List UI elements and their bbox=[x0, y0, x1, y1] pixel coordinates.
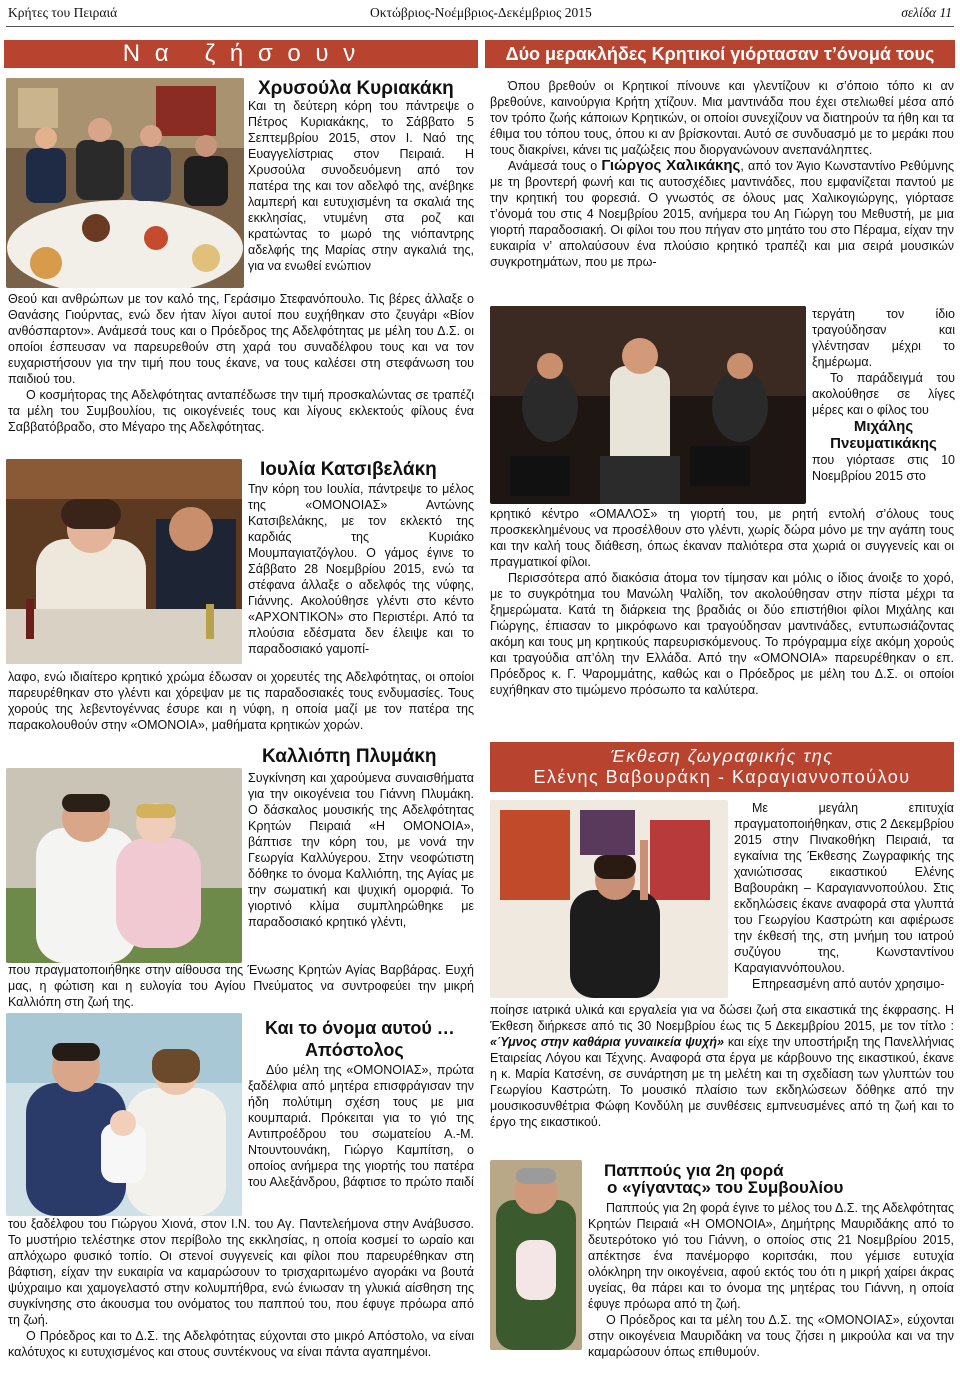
article-title: Παππούς για 2η φορά bbox=[604, 1161, 784, 1180]
photo-singer-performance bbox=[490, 306, 806, 504]
paragraph: ποίησε ιατρικά υλικά και εργαλεία για να δώσει ζωή στα εικαστικά της έκφρασης. Η Έκθεση διήρκεσε από τις 30 Νοεμβρίου έως τις 5 Δεκεμβρίου 2015, με τον τίτλο : «Ύμνος στην καθάρια γυναικεία ψυχή» και είχε την υποστήριξη της Πανελλήνιας Εταιρείας Λόγου και Τέχνης. Αναφορά στα έργα με κάρβουνο της εικαστικού, έκανε η κ. Μαρία Κατσένη, σε συνάρτηση με τη μελέτη και τη σχεδίαση των γλυπτών του Γεωργίου Καστρώτη. Το μουσικό πλαίσιο των εκδηλώσεων δόθηκε από την μουσικοσυνθέτρια Φώφη Κονδύλη με συνθέσεις εμπνευσμένες από τη ζωή και το έργο της εικαστικού. bbox=[490, 1003, 954, 1129]
photo-godfather-baby bbox=[6, 1013, 242, 1216]
paragraph: Δύο μέλη της «ΟΜΟΝΟΙΑΣ», πρώτα ξαδέλφια από μητέρα επισφράγισαν την ήδη πολύτιμη σχέση τους με μια κουμπαριά. Πρόκειται για το γιό της Αντιπροέδρου του σωματείου Α.-Μ. Ντουντουνάκη, Γιώργο Καμπίτση, ο οποίος ανήμερα της γιορτής του πατέρα του Αλεξάνδρου, βάφτισε το πρώτο παιδί bbox=[248, 1063, 474, 1189]
paragraph: Περισσότερα από διακόσια άτομα τον τίμησαν και μόλις ο ίδιος άνοιξε το χορό, με το συγκρότημα του Μανώλη Ψαλίδη, τον ακολούθησαν στην πίστα μέχρι τα ξημερώματα. Κατά τη διάρκεια της βραδιάς οι δύο επιστήθιοι φίλοι Μιχάλης και Γιώργης, έπιασαν το μικρόφωνο και τραγούδησαν μαντινάδες, εντυπωσιάζοντας ακόμη και τους μη κρητικούς παρευρισκόμενους. Το πρόγραμμα είχε ακόμη χορούς και τραγούδια απ’όλη την Ελλάδα. Από την «ΟΜΟΝΟΙΑ» παρευρέθηκαν ο επ. Πρόεδρος κ. Γ. Ψαρομμάτης, καθώς και ο Πρόεδρος με μέλη του Δ.Σ. οι οποίοι ευχήθηκαν στο τιμώμενο πρόσωπο τα καλύτερα. bbox=[490, 571, 954, 697]
section-title-right: Δύο μερακλήδες Κρητικοί γιόρτασαν τ’όνομά τους bbox=[505, 43, 935, 64]
article-text-continued bbox=[8, 669, 474, 733]
article-title: Ιουλία Κατσιβελάκη bbox=[260, 459, 437, 480]
header-rule bbox=[6, 26, 954, 27]
article-text-continued bbox=[8, 962, 474, 1010]
article-text bbox=[248, 481, 474, 657]
photo-grandfather-baby bbox=[490, 1160, 582, 1350]
section-banner-left bbox=[4, 40, 478, 68]
article-text bbox=[248, 98, 474, 274]
section-banner-right bbox=[485, 40, 955, 68]
article-text-continued bbox=[8, 291, 474, 435]
article-text-continued bbox=[8, 1216, 474, 1360]
paragraph: λαφο, ενώ ιδιαίτερο κρητικό χρώμα έδωσαν οι χορευτές της Αδελφότητας, οι οποίοι παρευρέθηκαν στο γλέντι και χόρεψαν με τις παραδοσιακές τους ενδυμασίες. Τους χορούς της λεβεντογέννας έσυρε και η νύφη, η οποία μαζί με τον πατέρα της παρακολουθούν στην «ΟΜΟΝΟΙΑ», μαθήματα κρητικών χορών. bbox=[8, 670, 474, 732]
exhibition-title-line2: Ελένης Βαβουράκη - Καραγιαννοπούλου bbox=[533, 767, 911, 787]
article-title-line2: ο «γίγαντας» του Συμβουλίου bbox=[607, 1178, 844, 1197]
paragraph: του ξαδέλφου του Γιώργου Χιονά, στον Ι.Ν. του Αγ. Παντελεήμονα στην Ανάβυσσο. Το μυστήριο τελέστηκε στον περίβολο της εκκλησίας, η οποία κοσμεί το ωραίο και απλόχωρο φυσικό τοπίο. Οι στενοί συγγενείς και φίλοι που παρευρέθηκαν στη βάφτιση, είχαν την ευκαιρία να καμαρώσουν το τρισχαριτωμένο αγοράκι να βουτά ψύχραιμο και χαμογελαστό στην κολυμπήθρα, ενώ ένιωσαν τη γλυκιά αίσθηση της συγκίνησης στο άκουσμα του ονόματος του παππού του, που έφυγε πρόωρα από τη ζωή. bbox=[8, 1217, 474, 1327]
photo-baptism-father-daughter bbox=[6, 768, 242, 963]
paragraph: Ο Πρόεδρος και το Δ.Σ. της Αδελφότητας εύχονται στο μικρό Απόστολο, να είναι καλότυχος κι ευτυχισμένος και στους συντέκνους να είναι πάντα αγαπημένοι. bbox=[8, 1329, 474, 1359]
article-title-line2: Απόστολος bbox=[305, 1040, 404, 1060]
paragraph: που γιόρτασε στις 10 Νοεμβρίου 2015 στο bbox=[812, 453, 955, 483]
paragraph: Και τη δεύτερη κόρη του πάντρεψε ο Πέτρος Κυριακάκης, το Σάββατο 5 Σεπτεμβρίου 2015, στον Ι. Ναό της Ευαγγελίστριας στον Πειραιά. Η Χρυσούλα συνοδευόμενη από τον πατέρα της και τον αδελφό της, ανέβηκε λαμπερή και ευτυχισμένη τα σκαλιά της εκκλησίας, ντυμένη στα ροζ και κρατώντας το μωρό της νιόπαντρης αδελφής της Μαρίας στην αγκαλιά της, για να ενωθεί ενώπιον bbox=[248, 99, 474, 273]
paragraph: Ανάμεσά τους ο Γιώργος Χαλικάκης, από τον Άγιο Κωνσταντίνο Ρεθύμνης με τη βροντερή φωνή και τις αυτοσχέδιες μαντινάδες, που εμφανίζεται παντού με την κρητική του φορεσιά. Ο γνωστός σε όλους μας Χαλικογιώργης, γιόρτασε τ’όνομά του στις 4 Νοεμβρίου 2015, ανήμερα του Αη Γιώργη του Μεθυστή, με μια γιορτή παραδοσιακή. Οι φίλοι του που πήγαν στο μητάτο του στο Πέραμα, είχαν την ευκαιρία ν’ απολαύσουν ένα πλούσιο κρητικό τραπέζι και μια σειρά μουσικών συγκροτημάτων, που με πρω- bbox=[490, 157, 955, 269]
person-name: Γιώργος Χαλικάκης bbox=[601, 157, 741, 174]
paragraph: Παππούς για 2η φορά έγινε το μέλος του Δ.Σ. της Αδελφότητας Κρητών Πειραιά «Η ΟΜΟΝΟΙΑ», Δημήτρης Μαυριδάκης από το δευτερότοκο γιό του Γιάννη, ο οποίος στις 21 Νοεμβρίου 2015, απέκτησε ένα πανέμορφο κοριτσάκι, που γέμισε ευτυχία ολόκληρη την οικογένεια, αφού εκτός του ότι η μικρή χαίρει άκρας υγείας, θα πάρει και το όνομα της μητέρας του Γιάννη, η οποία έφυγε πρόωρα από τη ζωή. bbox=[588, 1201, 954, 1311]
paragraph: Ο Πρόεδρος και τα μέλη του Δ.Σ. της «ΟΜΟΝΟΙΑΣ», εύχονται στην οικογένεια Μαυριδάκη να τους ζήσει η μικρούλα και να την καμαρώσουν όπως επιθυμούν. bbox=[588, 1313, 954, 1359]
paragraph: Το παράδειγμά του ακολούθησε σε λίγες μέρες και ο φίλος του bbox=[812, 371, 955, 417]
exhibition-title: «Ύμνος στην καθάρια γυναικεία ψυχή» bbox=[490, 1035, 724, 1049]
page-header bbox=[0, 0, 960, 26]
photo-wedding-family bbox=[6, 78, 244, 288]
article-text-continued bbox=[490, 1002, 954, 1130]
paragraph: Την κόρη του Ιουλία, πάντρεψε το μέλος της «ΟΜΟΝΟΙΑΣ» Αντώνης Κατσιβελάκης, με τον εκλεκτό της καρδιάς της Κυριάκο Μουμπαγιατζόγλου. Ο γάμος έγινε το Σάββατο 28 Νοεμβρίου 2015, ενώ τα στέφανα άλλαξε ο αδελφός της νύφης, Γιάννης. Ακολούθησε γλέντι στο κέντο «ΑΡΧΟΝΤΙΚΟΝ» στο Περιστέρι. Από τα πλούσια εδέσματα δεν έλειψε και το παραδοσιακό γαμοπί- bbox=[248, 482, 474, 656]
issue-date: Οκτώβριος-Νοέμβριος-Δεκέμβριος 2015 bbox=[370, 5, 592, 20]
article-text bbox=[490, 78, 954, 270]
article-title: Χρυσούλα Κυριακάκη bbox=[258, 78, 454, 99]
person-name: Μιχάλης Πνευματικάκης bbox=[830, 418, 937, 452]
paragraph: Συγκίνηση και χαρούμενα συναισθήματα για την οικογένεια του Γιάννη Πλυμάκη. Ο δάσκαλος μουσικής της Αδελφότητας Κρητών Πειραιά «Η ΟΜΟΝΟΙΑ», βάπτισε την κόρη του, με νονά την Γεωργία Καλλύγερου. Στην νεοφώτιστη δόθηκε το όνομα Καλλιόπη, της Αγίας με την σωματική και ψυχική ομορφιά. Το γιορτινό κλίμα συμπληρώθηκε με παραδοσιακό κρητικό γλέντι, bbox=[248, 771, 474, 929]
photo-painter-exhibition bbox=[490, 800, 728, 998]
section-title-left: Ν α ζ ή σ ο υ ν bbox=[122, 40, 360, 67]
article-title: Καλλιόπη Πλυμάκη bbox=[262, 746, 437, 767]
exhibition-title-line1: Έκθεση ζωγραφικής της bbox=[610, 746, 834, 766]
article-text bbox=[734, 800, 954, 992]
article-side-text bbox=[812, 306, 955, 484]
page-number: σελίδα 11 bbox=[901, 5, 952, 20]
paragraph: Όπου βρεθούν οι Κρητικοί πίνουνε και γλεντίζουν κι σ’όποιο τόπο κι αν βρεθούνε, καινούργια Κρήτη χτίζουν. Μια μαντινάδα που έχει στελιωθεί μέσα από τον τρόπο ζωής κάποιων Κρητικών, οι οποίοι συνεχίζουν να διατηρούν τα ήθη και τα έθιμα του τόπου τους, όπου κι αν βρίσκονται. Αυτό σε συνδυασμό με το μεράκι που τους διακρίνει, κάνει τις μαζώξεις που διοργανώνουν ανεπανάληπτες. bbox=[490, 79, 954, 157]
article-title: Και το όνομα αυτού … bbox=[265, 1018, 455, 1038]
paragraph: τεργάτη τον ίδιο τραγούδησαν και γλέντησαν μέχρι το ξημέρωμα. bbox=[812, 307, 955, 369]
paragraph: Επηρεασμένη από αυτόν χρησιμο- bbox=[752, 977, 945, 991]
paragraph: Θεού και ανθρώπων με τον καλό της, Γεράσιμο Στεφανόπουλο. Τις βέρες άλλαξε ο Θανάσης Γιούρντας, ενώ δεν ήταν λίγοι αυτοί που ευχήθηκαν στο ζευγάρι «Βίον ανθόσπαρτον». Ανάμεσά τους και ο Πρόεδρος της Αδελφότητας με μέλη του Δ.Σ. οι οποίοι έσπευσαν να παρευρεθούν στη χαρά του συναδέλφου τους και να τον ευχαριστήσουν για την τιμή που τους έκανε, να τους καλέσει στη στεφάνωση του παιδιού του. bbox=[8, 292, 474, 386]
article-text-continued bbox=[490, 506, 954, 698]
article-text bbox=[248, 1062, 474, 1190]
paragraph: Ο κοσμήτορας της Αδελφότητας ανταπέδωσε την τιμή προσκαλώντας σε τραπέζι τα μέλη του Συμβουλίου, τις οικογένειές τους και λίγους εκλεκτούς φίλους ένα Σαββατόβραδο, στο Μέγαρο της Αδελφότητας. bbox=[8, 388, 474, 434]
exhibition-banner bbox=[490, 742, 954, 792]
paragraph: που πραγματοποιήθηκε στην αίθουσα της Ένωσης Κρητών Αγίας Βαρβάρας. Ευχή μας, η φώτιση και η ευλογία του Αγίου Πνεύματος να συντροφεύει την μικρή Καλλιόπη στη ζωή της. bbox=[8, 963, 474, 1009]
newspaper-name: Κρήτες του Πειραιά bbox=[8, 5, 118, 20]
paragraph: Με μεγάλη επιτυχία πραγματοποιήθηκαν, στις 2 Δεκεμβρίου 2015 στην Πινακοθήκη Πειραιά, τα εγκαίνια της Έκθεσης Ζωγραφικής της χανιώτισσας εικαστικού Ελένης Βαβουράκη – Καραγιαννοπούλου. Στις εκδηλώσεις έκανε αναφορά στα γλυπτά του Γεωργίου Καστρώτη και αφιέρωσε την έκθεσή της, στη μνήμη του ιατρού συζύγου της, Κωνσταντίνου Καραγιαννόπουλου. bbox=[734, 801, 954, 975]
article-text bbox=[588, 1200, 954, 1360]
photo-wedding-couple bbox=[6, 459, 242, 664]
paragraph: κρητικό κέντρο «ΟΜΑΛΟΣ» τη γιορτή του, με ρητή εντολή σ’όλους τους προσκεκλημένους να προσέλθουν στο γλέντι, χωρίς δώρα μόνο με την αγάπη τους και την καλή τους διάθεση, όπως έκαναν παλιότερα στα χωριά οι συγγενείς και οι πραγματικοί φίλοι. bbox=[490, 507, 954, 569]
article-text bbox=[248, 770, 474, 930]
